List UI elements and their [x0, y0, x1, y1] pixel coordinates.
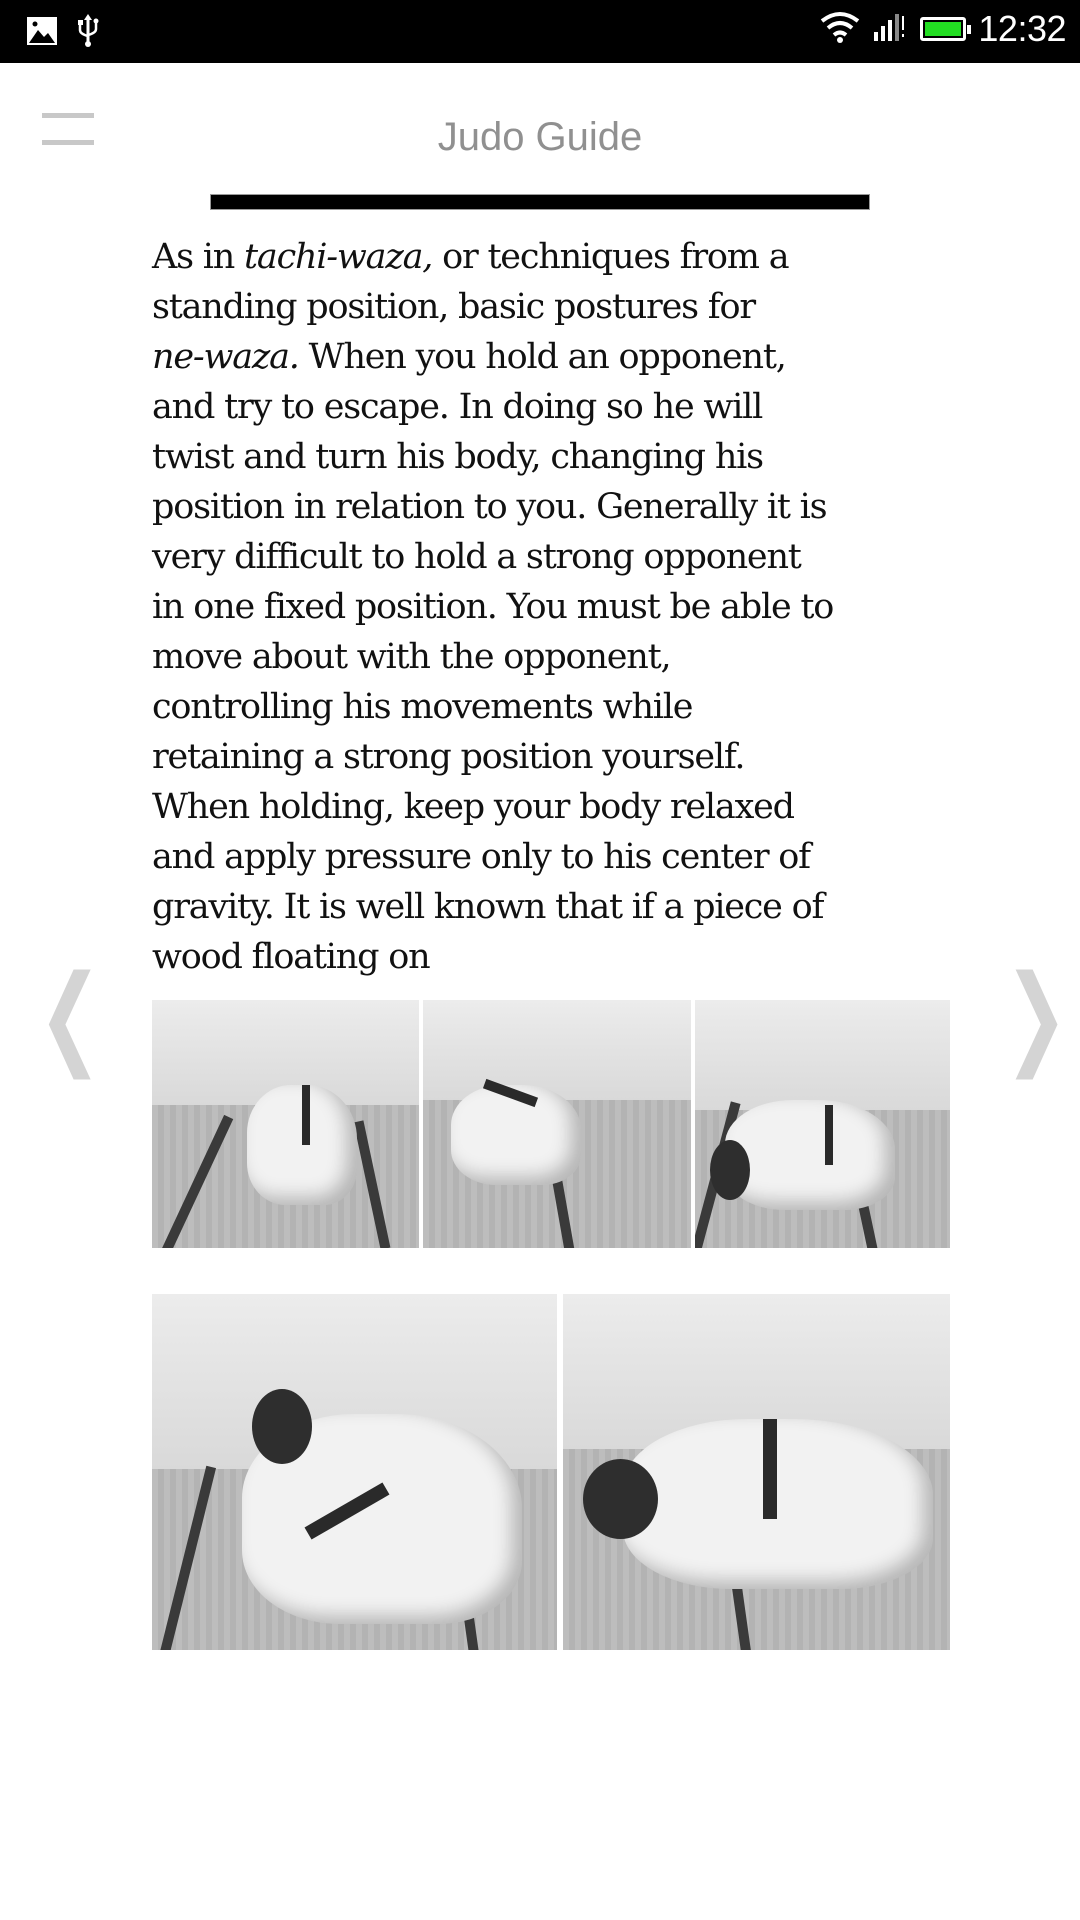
- page-title: Judo Guide: [437, 115, 643, 159]
- article-line: move about with the opponent,: [152, 637, 671, 677]
- photo-strip-1: [152, 1000, 950, 1248]
- article-line: retaining a strong position yourself.: [152, 737, 745, 777]
- article-line: and try to escape. In doing so he will: [152, 387, 763, 427]
- battery-icon: [920, 17, 966, 41]
- judo-photo: [152, 1000, 419, 1248]
- article-line: twist and turn his body, changing his: [152, 437, 763, 477]
- next-page-button[interactable]: ❯: [1003, 951, 1069, 1079]
- article-line: in one fixed position. You must be able to: [152, 587, 834, 627]
- photo-strip-2: [152, 1294, 950, 1650]
- usb-icon: [76, 14, 100, 52]
- article-line: controlling his movements while: [152, 687, 693, 727]
- article-line: position in relation to you. Generally it is: [152, 487, 827, 527]
- article-line: ne-waza. When you hold an opponent,: [152, 337, 786, 377]
- wifi-icon: [820, 11, 860, 47]
- article-line: gravity. It is well known that if a piece of: [152, 887, 824, 927]
- prev-page-button[interactable]: ❮: [37, 951, 103, 1079]
- article-line: When holding, keep your body relaxed: [152, 787, 794, 827]
- judo-photo: [563, 1294, 950, 1650]
- article-line: As in tachi-waza, or techniques from a: [152, 237, 789, 277]
- judo-photo: [423, 1000, 691, 1248]
- header-divider: [210, 194, 870, 210]
- article-line: standing position, basic postures for: [152, 287, 755, 327]
- article-line: wood floating on: [152, 937, 430, 977]
- article-line: and apply pressure only to his center of: [152, 837, 810, 877]
- clock: 12:32: [978, 8, 1066, 49]
- article-line: very difficult to hold a strong opponent: [152, 537, 801, 577]
- judo-photo: [152, 1294, 557, 1650]
- app-bar: [0, 63, 1080, 193]
- image-notification-icon: [26, 16, 58, 50]
- article-body: [152, 232, 892, 982]
- status-bar: [0, 0, 1080, 63]
- cell-signal-icon: [872, 12, 908, 46]
- judo-photo: [695, 1000, 950, 1248]
